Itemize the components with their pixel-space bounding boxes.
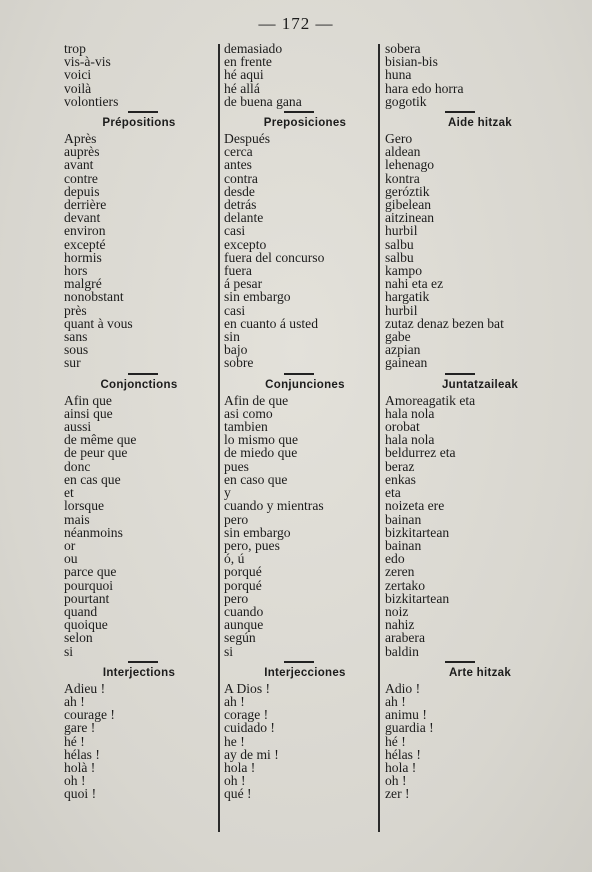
- word-entry: cuando y mientras: [224, 498, 324, 514]
- word-entry: de miedo que: [224, 445, 298, 461]
- section-heading: Interjections: [102, 666, 176, 679]
- word-entry: sous: [64, 342, 89, 358]
- word-entry: excepto: [224, 236, 267, 252]
- word-entry: edo: [385, 551, 405, 567]
- section-divider: [445, 111, 475, 113]
- word-entry: malgré: [64, 276, 102, 292]
- word-entry: demasiado: [224, 41, 283, 56]
- section-1-3: [224, 661, 374, 801]
- word-entry: ou: [64, 551, 78, 567]
- word-entry: bainan: [385, 511, 422, 527]
- word-entry: lehenago: [385, 157, 435, 173]
- word-entry: casi: [224, 223, 246, 239]
- word-entry: pues: [224, 458, 249, 474]
- word-entry: fuera: [224, 263, 252, 279]
- section-heading: Conjonctions: [100, 378, 178, 391]
- word-entry: si: [224, 643, 234, 659]
- word-entry: hormis: [64, 249, 102, 265]
- section-divider: [284, 661, 314, 663]
- word-entry: pero, pues: [224, 537, 280, 553]
- word-entry: environ: [64, 223, 106, 239]
- word-entry: hala nola: [385, 432, 435, 448]
- word-entry: Adio !: [385, 680, 421, 696]
- word-entry: azpian: [385, 342, 421, 358]
- word-entry: salbu: [385, 249, 414, 265]
- word-entry: aitzinean: [385, 210, 435, 226]
- word-entry: oh !: [224, 773, 246, 789]
- word-entry: pourtant: [64, 590, 110, 606]
- word-entry: en cuanto á usted: [224, 315, 318, 331]
- word-entry: lorsque: [64, 498, 105, 514]
- word-entry: fuera del concurso: [224, 249, 325, 265]
- word-entry: salbu: [385, 236, 414, 252]
- word-entry: cerca: [224, 144, 253, 160]
- section-1-1: [224, 111, 374, 370]
- word-entry: Afin que: [64, 392, 112, 408]
- word-entry: hé !: [64, 733, 85, 749]
- section-divider: [284, 373, 314, 375]
- column-divider-right: [378, 44, 380, 832]
- word-entry: quant à vous: [64, 315, 133, 331]
- word-entry: y: [224, 485, 231, 501]
- word-entry: baldin: [385, 643, 419, 659]
- word-entry: detrás: [224, 197, 257, 213]
- word-entry: ah !: [64, 693, 85, 709]
- word-entry: zeren: [385, 564, 415, 580]
- word-entry: nonobstant: [64, 289, 124, 305]
- section-2-1: [385, 111, 555, 370]
- word-entry: he !: [224, 733, 245, 749]
- word-entry: porqué: [224, 577, 262, 593]
- word-entry: hurbil: [385, 223, 418, 239]
- word-entry: or: [64, 537, 76, 553]
- word-entry: Afin de que: [224, 392, 289, 408]
- word-entry: beldurrez eta: [385, 445, 456, 461]
- word-entry: depuis: [64, 183, 100, 199]
- word-entry: ah !: [385, 693, 406, 709]
- word-entry: de même que: [64, 432, 137, 448]
- word-entry: de buena gana: [224, 93, 302, 109]
- word-entry: gare !: [64, 720, 96, 736]
- word-entry: noizeta ere: [385, 498, 445, 514]
- column-french: [64, 42, 214, 801]
- word-entry: bizkitartean: [385, 590, 450, 606]
- section-0-3: [64, 661, 214, 801]
- word-entry: sur: [64, 355, 81, 371]
- word-entry: guardia !: [385, 720, 434, 736]
- word-entry: zer !: [385, 786, 410, 802]
- word-entry: kontra: [385, 170, 420, 186]
- word-entry: zutaz denaz bezen bat: [385, 315, 504, 331]
- column-divider-left: [218, 44, 220, 832]
- word-entry: eta: [385, 485, 401, 501]
- word-entry: ay de mi !: [224, 746, 279, 762]
- word-entry: courage !: [64, 707, 115, 723]
- word-entry: Après: [64, 131, 97, 147]
- word-entry: arabera: [385, 630, 425, 646]
- word-entry: porqué: [224, 564, 262, 580]
- word-entry: ainsi que: [64, 405, 113, 421]
- word-entry: et: [64, 485, 74, 501]
- word-entry: bainan: [385, 537, 422, 553]
- section-2-2: [385, 373, 555, 658]
- word-entry: gabe: [385, 329, 411, 345]
- page-number: — 172 —: [258, 14, 334, 33]
- word-entry: huna: [385, 67, 412, 83]
- word-entry: A Dios !: [224, 680, 271, 696]
- word-entry: Adieu !: [64, 680, 106, 696]
- word-entry: voilà: [64, 80, 92, 96]
- word-entry: casi: [224, 302, 246, 318]
- word-entry: bisian-bis: [385, 54, 438, 70]
- word-entry: trop: [64, 41, 86, 56]
- section-heading: Aide hitzak: [447, 117, 512, 130]
- word-entry: oh !: [385, 773, 407, 789]
- word-entry: voici: [64, 67, 92, 83]
- section-0-0: [64, 42, 214, 108]
- section-heading: Prépositions: [102, 117, 176, 130]
- word-entry: en frente: [224, 54, 272, 70]
- word-entry: contre: [64, 170, 98, 186]
- word-entry: si: [64, 643, 74, 659]
- section-2-0: [385, 42, 555, 108]
- word-entry: asi como: [224, 405, 273, 421]
- section-2-3: [385, 661, 555, 801]
- word-entry: mais: [64, 511, 90, 527]
- word-entry: corage !: [224, 707, 269, 723]
- word-entry: animu !: [385, 707, 427, 723]
- word-entry: aussi: [64, 419, 92, 435]
- word-entry: hola !: [224, 759, 256, 775]
- word-entry: hors: [64, 263, 88, 279]
- word-entry: aunque: [224, 617, 264, 633]
- word-entry: parce que: [64, 564, 117, 580]
- section-heading: Arte hitzak: [448, 666, 512, 679]
- word-entry: hélas !: [385, 746, 421, 762]
- word-entry: zertako: [385, 577, 425, 593]
- word-entry: derrière: [64, 197, 107, 213]
- section-heading: Preposiciones: [263, 117, 347, 130]
- word-entry: néanmoins: [64, 524, 123, 540]
- word-entry: beraz: [385, 458, 415, 474]
- word-entry: cuando: [224, 603, 264, 619]
- section-0-2: [64, 373, 214, 658]
- word-entry: pero: [224, 511, 249, 527]
- word-entry: hurbil: [385, 302, 418, 318]
- word-entry: nahiz: [385, 617, 415, 633]
- section-heading: Interjecciones: [264, 666, 346, 679]
- word-entry: avant: [64, 157, 94, 173]
- word-entry: quoi !: [64, 786, 97, 802]
- word-entry: orobat: [385, 419, 420, 435]
- word-entry: excepté: [64, 236, 106, 252]
- word-entry: près: [64, 302, 87, 318]
- word-entry: á pesar: [224, 276, 263, 292]
- section-divider: [284, 111, 314, 113]
- word-entry: lo mismo que: [224, 432, 299, 448]
- word-entry: noiz: [385, 603, 409, 619]
- word-entry: bizkitartean: [385, 524, 450, 540]
- section-heading: Juntatzaileak: [441, 378, 519, 391]
- word-entry: donc: [64, 458, 91, 474]
- section-divider: [128, 373, 158, 375]
- word-entry: sin embargo: [224, 289, 291, 305]
- word-entry: nahi eta ez: [385, 276, 444, 292]
- word-entry: oh !: [64, 773, 86, 789]
- word-entry: volontiers: [64, 93, 119, 109]
- word-entry: gibelean: [385, 197, 432, 213]
- word-entry: sans: [64, 329, 88, 345]
- word-entry: selon: [64, 630, 93, 646]
- word-entry: quoique: [64, 617, 108, 633]
- column-basque: [385, 42, 555, 801]
- section-1-0: [224, 42, 374, 108]
- word-entry: Gero: [385, 131, 413, 147]
- word-entry: devant: [64, 210, 101, 226]
- word-entry: contra: [224, 170, 258, 186]
- word-entry: geróztik: [385, 183, 430, 199]
- word-entry: hé aqui: [224, 67, 264, 83]
- word-entry: Amoreagatik eta: [385, 392, 476, 408]
- word-entry: de peur que: [64, 445, 128, 461]
- word-entry: hala nola: [385, 405, 435, 421]
- word-entry: vis-à-vis: [64, 54, 111, 70]
- word-entry: antes: [224, 157, 252, 173]
- word-entry: sobre: [224, 355, 254, 371]
- word-entry: gainean: [385, 355, 428, 371]
- word-entry: en cas que: [64, 471, 121, 487]
- section-divider: [445, 373, 475, 375]
- word-entry: hé allá: [224, 80, 260, 96]
- section-divider: [128, 661, 158, 663]
- word-entry: auprès: [64, 144, 100, 160]
- word-entry: sin embargo: [224, 524, 291, 540]
- word-entry: holà !: [64, 759, 96, 775]
- word-entry: kampo: [385, 263, 422, 279]
- word-entry: sin: [224, 329, 240, 345]
- word-entry: tambien: [224, 419, 268, 435]
- word-entry: hélas !: [64, 746, 100, 762]
- word-entry: pero: [224, 590, 249, 606]
- section-1-2: [224, 373, 374, 658]
- word-entry: Después: [224, 131, 271, 147]
- word-entry: pourquoi: [64, 577, 114, 593]
- word-entry: bajo: [224, 342, 248, 358]
- word-entry: sobera: [385, 41, 421, 56]
- word-entry: gogotik: [385, 93, 427, 109]
- word-entry: hara edo horra: [385, 80, 464, 96]
- section-divider: [128, 111, 158, 113]
- word-entry: aldean: [385, 144, 421, 160]
- word-entry: enkas: [385, 471, 416, 487]
- word-entry: qué !: [224, 786, 252, 802]
- word-entry: ah !: [224, 693, 245, 709]
- word-entry: quand: [64, 603, 98, 619]
- word-entry: hargatik: [385, 289, 430, 305]
- word-entry: delante: [224, 210, 264, 226]
- word-entry: en caso que: [224, 471, 288, 487]
- word-entry: hola !: [385, 759, 417, 775]
- word-entry: cuidado !: [224, 720, 275, 736]
- word-entry: hé !: [385, 733, 406, 749]
- word-entry: ó, ú: [224, 551, 245, 567]
- word-entry: desde: [224, 183, 255, 199]
- section-heading: Conjunciones: [265, 378, 345, 391]
- section-0-1: [64, 111, 214, 370]
- column-spanish: [224, 42, 374, 801]
- section-divider: [445, 661, 475, 663]
- word-entry: según: [224, 630, 256, 646]
